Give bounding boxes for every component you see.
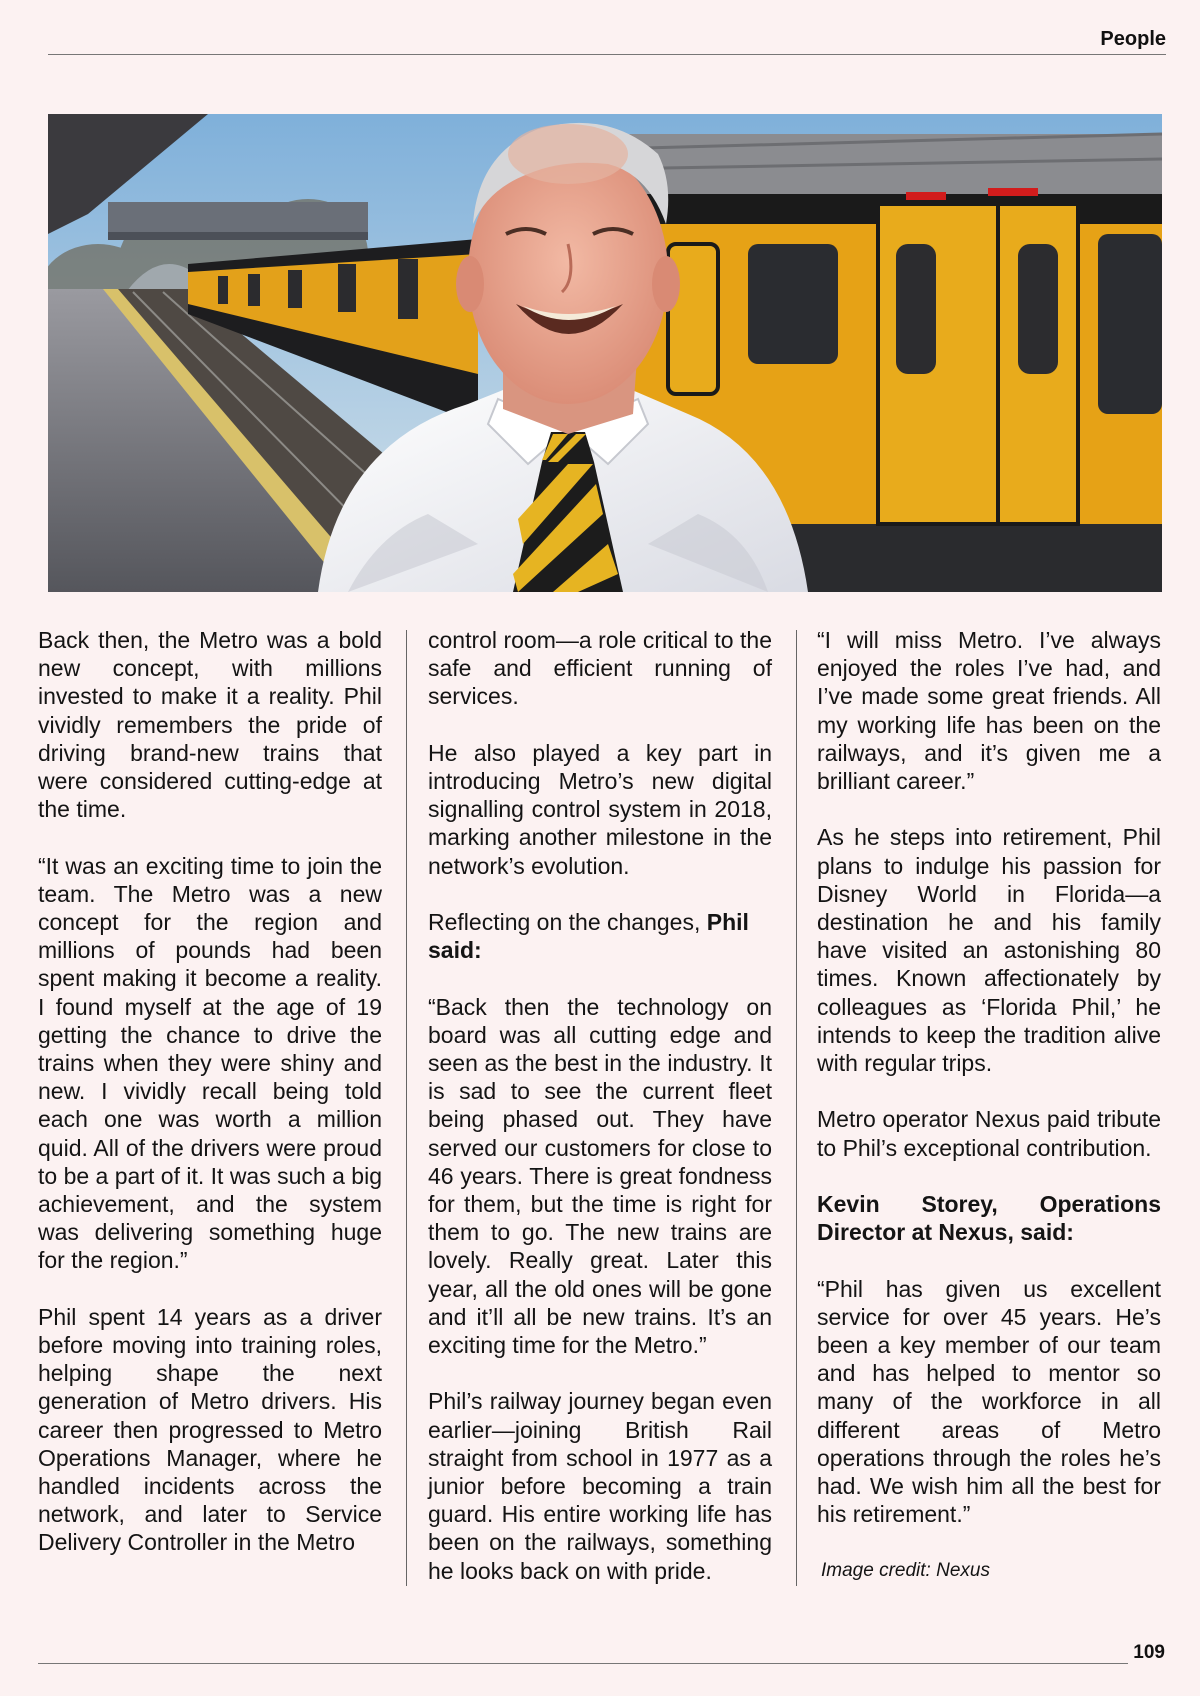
quote-paragraph: “It was an exciting time to join the team. The Metro was a new concept for the region and millions of pounds had been spent making it become a reality. I found myself at the age of 19 getting the chance to drive the trains when they were shiny and new. I vividly recall being told each one was worth a million quid. All of the drivers were proud to be a part of it. It was such a big achievement, and the system was delivering something huge for the region.” [38, 852, 382, 1274]
bottom-rule [38, 1663, 1128, 1664]
article-column-3 [817, 626, 1161, 1613]
paragraph: control room—a role critical to the safe and efficient running of services. [428, 627, 772, 710]
speaker-attribution: Phil said: [428, 909, 749, 964]
paragraph-text: Reflecting on the changes, [428, 909, 707, 935]
quote-paragraph: “Back then the technology on board was all cutting edge and seen as the best in the industry. It is sad to see the current fleet being phased out. They have served our customers for close to 46 years. There is great fondness for them, but the time is right for them to go. The new trains are lovely. Really great. Later this year, all the old ones will be gone and it’ll all be new trains. It’s an exciting time for the Metro.” [428, 993, 772, 1359]
speaker-attribution: Kevin Storey, Operations Director at Nexus, said: [817, 1191, 1161, 1246]
paragraph: Metro operator Nexus paid tribute to Phil’s exceptional contribution. [817, 1106, 1161, 1161]
article-column-1 [38, 626, 382, 1585]
paragraph: He also played a key part in introducing Metro’s new digital signalling control system in 2018, marking another milestone in the network’s evolution. [428, 739, 772, 879]
article-photo [48, 114, 1162, 592]
image-credit: Image credit: Nexus [821, 1559, 990, 1581]
top-rule [48, 54, 1166, 55]
quote-paragraph: “Phil has given us excellent service for over 45 years. He’s been a key member of our team and has helped to mentor so many of the workforce in all different areas of Metro operations through the roles he’s had. We wish him all the best for his retirement.” [817, 1275, 1161, 1528]
photo-illustration [48, 114, 1162, 592]
page-number: 109 [1133, 1642, 1165, 1663]
article-body [38, 626, 1162, 1588]
paragraph: Phil spent 14 years as a driver before moving into training roles, helping shape the next generation of Metro drivers. His career then progressed to Metro Operations Manager, where he handled incidents across the network, and later to Service Delivery Controller in the Metro [38, 1303, 382, 1556]
quote-paragraph: “I will miss Metro. I’ve always enjoyed the roles I’ve had, and I’ve made some great friends. All my working life has been on the railways, and it’s given me a brilliant career.” [817, 627, 1161, 795]
paragraph: Back then, the Metro was a bold new concept, with millions invested to make it a reality. Phil vividly remembers the pride of driving brand-new trains that were considered cutting-edge at the time. [38, 627, 382, 823]
article-column-2 [428, 626, 772, 1613]
paragraph: Phil’s railway journey began even earlier—joining British Rail straight from school in 1977 as a junior before becoming a train guard. His entire working life has been on the railways, something he looks back on with pride. [428, 1388, 772, 1584]
paragraph: As he steps into retirement, Phil plans to indulge his passion for Disney World in Florida—a destination he and his family have visited an astonishing 80 times. Known affectionately by colleagues as ‘Florida Phil,’ he intends to keep the tradition alive with regular trips. [817, 824, 1161, 1077]
paragraph [428, 908, 772, 964]
section-label: People [1100, 28, 1166, 50]
